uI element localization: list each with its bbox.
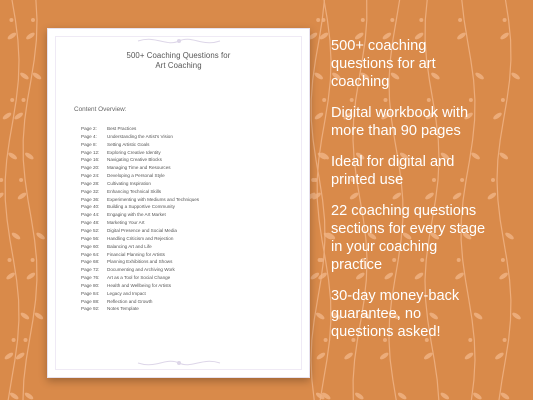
toc-page-number: Page 92: (81, 306, 100, 312)
toc-entry (81, 298, 199, 306)
leaf-shape (34, 311, 45, 320)
feature-text-line: in your coaching (331, 239, 438, 255)
toc-entry (81, 282, 199, 290)
feature-text-line: printed use (331, 172, 404, 188)
feature-text (331, 37, 531, 91)
flower-bud (458, 18, 462, 22)
leaf-shape (32, 71, 43, 80)
toc-section-title: Handling Criticism and Rejection (107, 235, 174, 241)
toc-page-number: Page 16: (81, 157, 100, 163)
feature-text-line: Ideal for digital and (331, 154, 455, 170)
feature-text-line: coaching (331, 74, 390, 90)
toc-section-title: Reflection and Growth (107, 298, 153, 304)
feature-text-line: more than 90 pages (331, 123, 461, 139)
leaf-shape (17, 191, 28, 200)
leaf-shape (26, 271, 37, 280)
leaf-shape (19, 71, 30, 80)
leaf-shape (313, 71, 324, 80)
flower-bud (324, 338, 328, 342)
toc-section-title: Experimenting with Mediums and Techniques (107, 196, 200, 202)
toc-entry (81, 180, 199, 188)
toc-section-title: Exploring Creative Identity (107, 149, 161, 155)
flower-bud (322, 98, 326, 102)
toc-entry (81, 141, 199, 149)
toc-section-title: Planning Exhibitions and Shows (107, 259, 173, 265)
toc-section-title: Navigating Creative Blocks (107, 157, 162, 163)
toc-section-title: Balancing Art and Life (107, 243, 152, 249)
leaf-shape (472, 391, 483, 400)
toc-page-number: Page 52: (81, 227, 100, 233)
toc-page-number: Page 60: (81, 243, 100, 249)
leaf-shape (20, 311, 31, 320)
flower-bud (31, 258, 35, 262)
toc-section-title: Legacy and Impact (107, 290, 146, 296)
feature-text-line: guarantee, no (331, 306, 422, 322)
feature-text (331, 153, 531, 189)
feature-text-line: sections for every stage (331, 221, 486, 237)
toc-entry (81, 266, 199, 274)
toc-entry (81, 125, 199, 133)
toc-page-number: Page 12: (81, 149, 100, 155)
flower-bud (390, 18, 394, 22)
leaf-shape (397, 391, 408, 400)
leaf-shape (13, 0, 24, 1)
toc-entry (81, 274, 199, 282)
toc-entry (81, 219, 199, 227)
toc-entry (81, 133, 199, 141)
toc-entry (81, 172, 199, 180)
toc-page-number: Page 64: (81, 251, 100, 257)
feature-text (331, 202, 531, 274)
toc-page-number: Page 8: (81, 141, 97, 147)
toc-section-title: Managing Time and Resources (107, 165, 171, 171)
workbook-title (48, 51, 309, 71)
flower-bud (22, 98, 26, 102)
toc-page-number: Page 76: (81, 275, 100, 281)
flower-bud (19, 178, 23, 182)
flower-bud (0, 178, 3, 182)
toc-section-title: Setting Artistic Goals (107, 141, 150, 147)
toc-page-number: Page 36: (81, 196, 100, 202)
toc-page-number: Page 80: (81, 282, 100, 288)
leaf-shape (35, 231, 46, 240)
toc-page-number: Page 2: (81, 126, 97, 131)
toc-entry (81, 290, 199, 298)
leaf-shape (25, 31, 36, 40)
leaf-shape (500, 391, 511, 400)
flower-bud (320, 258, 324, 262)
toc-section-title: Enhancing Technical Skills (107, 188, 162, 194)
toc-section-title: Health and Wellbeing for Artists (107, 282, 172, 288)
feature-text-line: questions for art (331, 56, 436, 72)
toc-section-title: Developing a Personal Style (107, 173, 165, 179)
toc-page-number: Page 88: (81, 298, 100, 304)
toc-page-number: Page 84: (81, 290, 100, 296)
feature-text (331, 287, 531, 341)
feature-text-line: practice (331, 257, 383, 273)
flower-bud (8, 258, 12, 262)
content-overview-label: Content Overview: (74, 106, 127, 113)
bottom-ornament (136, 357, 222, 369)
leaf-shape (7, 31, 18, 40)
flower-bud (503, 18, 507, 22)
toc-section-title: Digital Presence and Social Media (107, 227, 177, 233)
leaf-shape (9, 391, 20, 400)
toc-page-number: Page 32: (81, 188, 100, 194)
feature-text-line: 22 coaching questions (331, 203, 477, 219)
toc-page-number: Page 72: (81, 267, 100, 273)
flower-bud (316, 18, 320, 22)
flower-bud (321, 18, 325, 22)
workbook-page-preview (47, 28, 310, 378)
toc-page-number: Page 44: (81, 212, 100, 218)
feature-text-line: Digital workbook with (331, 105, 469, 121)
leaf-shape (428, 0, 439, 1)
leaf-shape (310, 271, 321, 280)
leaf-shape (5, 271, 16, 280)
leaf-shape (439, 391, 450, 400)
toc-entry (81, 305, 199, 313)
toc-page-number: Page 56: (81, 235, 100, 241)
flower-bud (31, 18, 35, 22)
toc-page-number: Page 4: (81, 133, 97, 139)
toc-entry (81, 203, 199, 211)
toc-section-title: Financial Planning for Artists (107, 251, 165, 257)
workbook-title-line: Art Coaching (155, 61, 202, 70)
leaf-shape (400, 0, 411, 1)
vine-stem (311, 0, 325, 400)
feature-list (331, 37, 531, 354)
toc-entry (81, 258, 199, 266)
toc-page-number: Page 28: (81, 180, 100, 186)
toc-entry (81, 164, 199, 172)
flower-bud (10, 98, 14, 102)
leaf-shape (317, 271, 328, 280)
leaf-shape (462, 0, 473, 1)
toc-section-title: Best Practices (107, 126, 137, 131)
leaf-shape (37, 0, 48, 1)
feature-text-line: 500+ coaching (331, 38, 427, 54)
toc-entry (81, 196, 199, 204)
feature-text-line: 30-day money-back (331, 288, 460, 304)
toc-entry (81, 211, 199, 219)
toc-section-title: Notes Template (107, 306, 139, 312)
toc-section-title: Art as a Tool for Social Change (107, 275, 171, 281)
toc-entry (81, 227, 199, 235)
leaf-shape (325, 0, 336, 1)
toc-section-title: Engaging with the Art Market (107, 212, 166, 218)
feature-text (331, 104, 531, 140)
leaf-shape (367, 0, 378, 1)
flower-bud (9, 18, 13, 22)
leaf-shape (316, 351, 327, 360)
toc-section-title: Marketing Your Art (107, 220, 145, 226)
leaf-shape (4, 351, 15, 360)
toc-section-title: Building a Supportive Community (107, 204, 175, 210)
toc-entry (81, 251, 199, 259)
toc-page-number: Page 24: (81, 173, 100, 179)
toc-page-number: Page 20: (81, 165, 100, 171)
leaf-shape (315, 311, 326, 320)
toc-section-title: Cultivating Inspiration (107, 180, 151, 186)
leaf-shape (354, 391, 365, 400)
top-ornament (136, 35, 222, 47)
toc-entry (81, 149, 199, 157)
leaf-shape (7, 151, 18, 160)
toc-entry (81, 156, 199, 164)
leaf-shape (11, 231, 22, 240)
flower-bud (12, 338, 16, 342)
leaf-shape (0, 191, 5, 200)
leaf-shape (2, 111, 13, 120)
toc-page-number: Page 68: (81, 259, 100, 265)
flower-bud (419, 18, 423, 22)
flower-bud (24, 338, 28, 342)
leaf-shape (506, 0, 517, 1)
toc-section-title: Documenting and Archiving Work (107, 267, 175, 273)
leaf-shape (314, 111, 325, 120)
leaf-shape (325, 0, 336, 1)
workbook-title-line: 500+ Coaching Questions for (126, 51, 231, 60)
toc-entry (81, 188, 199, 196)
feature-text-line: questions asked! (331, 324, 441, 340)
toc-entry (81, 243, 199, 251)
leaf-shape (24, 151, 35, 160)
table-of-contents (81, 125, 199, 313)
leaf-shape (24, 391, 35, 400)
toc-page-number: Page 40: (81, 204, 100, 210)
toc-section-title: Understanding the Artist's Vision (107, 133, 173, 139)
flower-bud (311, 178, 315, 182)
flower-bud (361, 18, 365, 22)
toc-page-number: Page 48: (81, 220, 100, 226)
leaf-shape (13, 111, 24, 120)
toc-entry (81, 235, 199, 243)
